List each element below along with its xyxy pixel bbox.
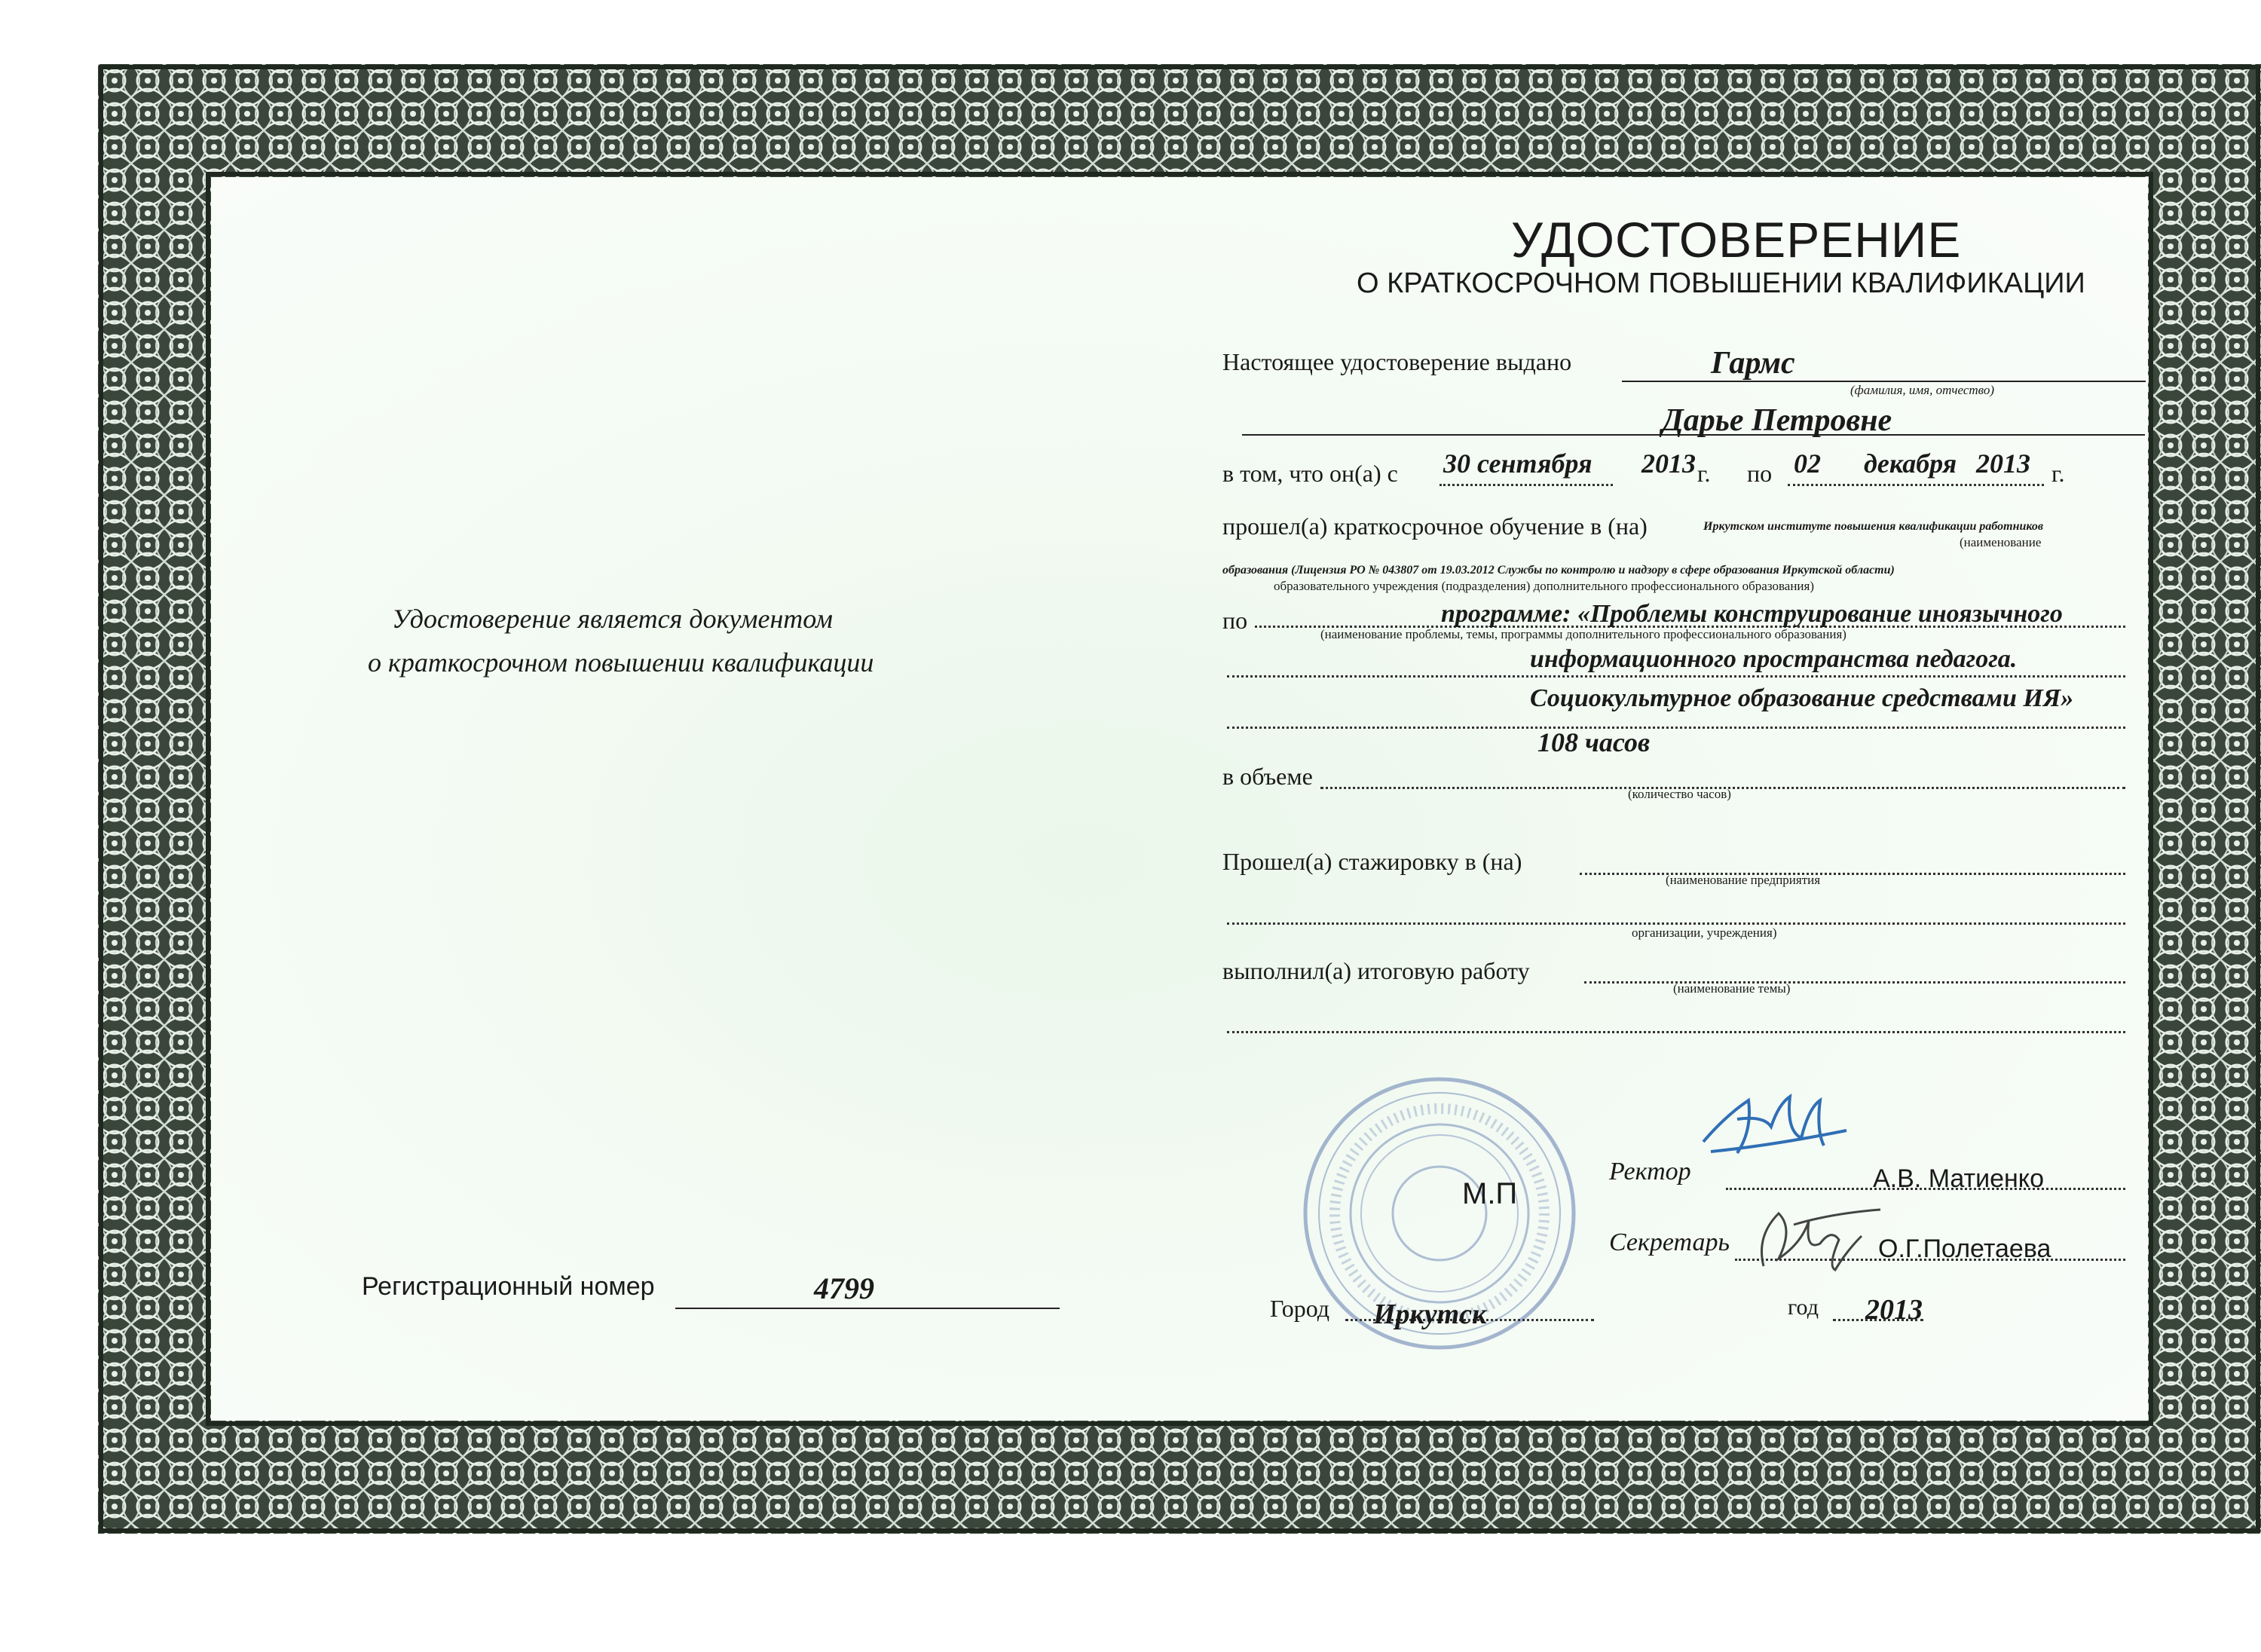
final-work-caption: (наименование темы) bbox=[1673, 981, 1791, 996]
internship-dots-2 bbox=[1227, 897, 2125, 925]
date-to-month: декабря bbox=[1864, 448, 1957, 479]
given-names-value: Дарье Петровне bbox=[1662, 403, 1892, 438]
issued-label: Настоящее удостоверение выдано bbox=[1222, 348, 1572, 375]
final-work-dots-2 bbox=[1227, 1005, 2125, 1033]
training-label: прошел(а) краткосрочное обучение в (на) bbox=[1222, 512, 1648, 540]
institution-caption1: (наименование bbox=[1960, 535, 2042, 549]
left-note-line2: о краткосрочном повышении квалификации bbox=[368, 647, 874, 678]
rector-name: А.В. Матиенко bbox=[1873, 1164, 2044, 1193]
registration-number: 4799 bbox=[814, 1271, 874, 1305]
hours-caption: (количество часов) bbox=[1628, 787, 1731, 801]
po-label: по bbox=[1747, 460, 1773, 487]
year-value: 2013 bbox=[1865, 1294, 1923, 1326]
g-label-2: г. bbox=[2051, 460, 2065, 487]
program-line3: Социокультурное образование средствами ИЯ» bbox=[1530, 684, 2074, 712]
final-work-label: выполнил(а) итоговую работу bbox=[1222, 957, 1530, 984]
date-to-year: 2013 bbox=[1976, 448, 2030, 479]
secretary-label: Секретарь bbox=[1609, 1228, 1730, 1256]
program-line1: программе: «Проблемы конструирование иноязычного bbox=[1441, 600, 2063, 628]
internship-label: Прошел(а) стажировку в (на) bbox=[1222, 848, 1522, 875]
left-note-line1: Удостоверение является документом bbox=[392, 604, 833, 634]
date-to-day: 02 bbox=[1794, 448, 1821, 479]
certificate-title: УДОСТОВЕРЕНИЕ bbox=[1511, 212, 1962, 268]
internship-dots-1 bbox=[1580, 847, 2125, 875]
volume-dots bbox=[1320, 761, 2125, 789]
institution-caption2: образовательного учреждения (подразделения) дополнительного профессионального образования) bbox=[1274, 579, 1814, 593]
institution-line2: образования (Лицензия РО № 043807 от 19.03.2012 Службы по контролю и надзору в сфере образования Иркутской области) bbox=[1222, 564, 1895, 577]
city-label: Город bbox=[1270, 1295, 1330, 1322]
institution-line1: Иркутском институте повышения квалификации работников bbox=[1703, 520, 2044, 533]
registration-label: Регистрационный номер bbox=[362, 1272, 655, 1301]
program-caption: (наименование проблемы, темы, программы дополнительного профессионального образования) bbox=[1320, 627, 1846, 641]
mp-label: М.П bbox=[1462, 1177, 1518, 1210]
fio-caption: (фамилия, имя, отчество) bbox=[1850, 383, 1994, 397]
final-work-dots-1 bbox=[1584, 956, 2125, 984]
surname-line bbox=[1622, 350, 2146, 382]
city-value: Иркутск bbox=[1373, 1299, 1487, 1330]
year-label: год bbox=[1788, 1295, 1819, 1320]
hours-value: 108 часов bbox=[1537, 727, 1651, 757]
internship-caption2: организации, учреждения) bbox=[1632, 925, 1777, 940]
rector-signature bbox=[1696, 1085, 1862, 1168]
certificate-subtitle: О КРАТКОСРОЧНОМ ПОВЫШЕНИИ КВАЛИФИКАЦИИ bbox=[1357, 268, 2085, 299]
date-from-day: 30 сентября bbox=[1443, 448, 1592, 479]
rector-label: Ректор bbox=[1609, 1158, 1691, 1185]
surname-value: Гармс bbox=[1711, 346, 1795, 381]
program-label: по bbox=[1222, 607, 1248, 634]
internship-caption1: (наименование предприятия bbox=[1666, 873, 1821, 887]
volume-label: в объеме bbox=[1222, 763, 1313, 790]
date-from-year: 2013 bbox=[1641, 448, 1696, 479]
secretary-name: О.Г.Полетаева bbox=[1878, 1234, 2051, 1263]
period-prefix: в том, что он(а) с bbox=[1222, 460, 1398, 487]
g-label-1: г. bbox=[1697, 460, 1711, 487]
program-line2: информационного пространства педагога. bbox=[1530, 645, 2018, 673]
